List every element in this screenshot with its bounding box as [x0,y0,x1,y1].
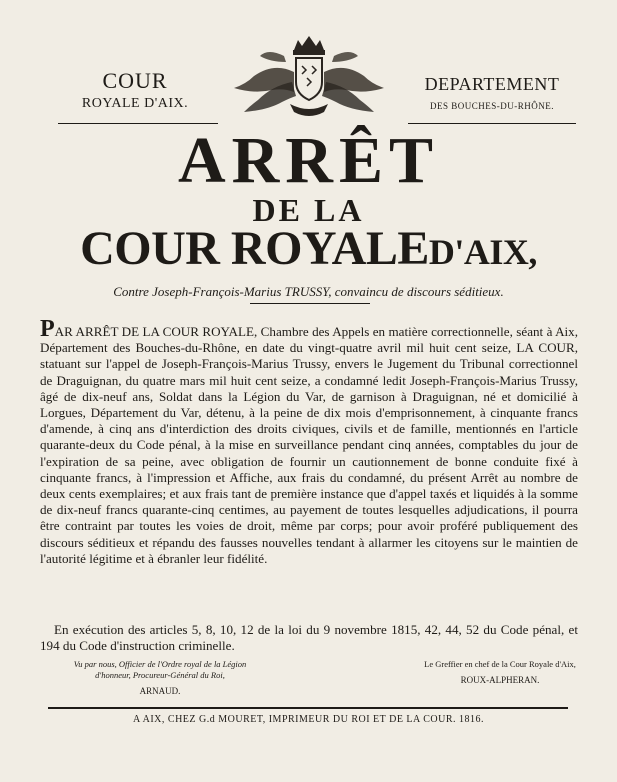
subtitle-defendant: Contre Joseph-François-Marius TRUSSY, convaincu de discours séditieux. [113,284,504,299]
decree-intro: AR ARRÊT DE LA COUR ROYALE [54,324,255,339]
execution-clause: En exécution des articles 5, 8, 10, 12 de la loi du 9 novembre 1815, 42, 44, 52 du Code pénal, et 194 du Code d'instruction criminelle. [40,622,578,654]
header-left [40,68,230,112]
decree-text: , Chambre des Appels en matière correctionnelle, séant à Aix, Département des Bouches-du-Rhône, en date du vingt-quatre avril mil huit cent seize, LA COUR, statuant sur l'appel de Joseph-François-Marius Trussy, envers le Jugement du Tribunal correctionnel de Draguignan, du quatre mars mil huit cent seize, a condamné ledit Joseph-François-Marius Trussy, âgé de dix-neuf ans, Soldat dans la Légion du Var, de garnison à Draguignan, né et domicilié à Lorgues, Département du Var, détenu, à la peine de dix mois d'emprisonnement, à cinquante francs d'amende, à cinq ans d'interdiction des droits civiques, civils et de famille, mentionnés en l'article quarante-deux du Code pénal, à la mise en surveillance pendant cinq années, comptables du jour de l'expiration de sa peine, avec obligation de fournir un cautionnement de bonne conduite fixé à cinquante francs, à l'impression et Affiche, aux frais du condamné, du présent Arrêt au nombre de deux cents exemplaires; et aux frais tant de première instance que d'appel taxés et liquidés à la somme de dix-neuf francs quarante-cinq centimes, au payement de toutes lesquelles adjudications, il pourra être contraint par toutes les voies de droit, même par corps; pour avoir proféré publiquement des discours séditieux et répandu des fausses nouvelles tendant à allarmer les citoyens sur le maintien de l'autorité légitime et à ébranler leur fidélité. [40,324,578,566]
signature-clerk [410,659,590,686]
title-cour-royale-main: COUR ROYALE [80,222,429,275]
clerk-name: ROUX-ALPHERAN. [460,675,540,685]
title-cour-royale [0,222,617,279]
title-arret: ARRÊT [177,124,440,197]
title-cour-royale-suffix: D'AIX, [428,232,537,272]
department-name: DEPARTEMENT [424,74,560,94]
department-subtitle: DES BOUCHES-DU-RHÔNE. [429,101,554,111]
royal-coat-of-arms-icon [224,32,394,124]
court-name: COUR [102,68,168,93]
clerk-title: Le Greffier en chef de la Cour Royale d'Aix, [424,659,576,669]
title-de-la: DE LA [252,192,365,228]
header-right [392,74,592,111]
footer-rule [48,707,568,709]
subtitle-rule [250,303,370,304]
prosecutor-name: ARNAUD. [139,686,181,696]
signature-prosecutor [60,659,260,697]
drop-cap: P [40,316,55,342]
prosecutor-title: Vu par nous, Officier de l'Ordre royal de la Légion d'honneur, Procureur-Général du Roi, [73,659,247,680]
decree-body [40,316,578,567]
court-subtitle: ROYALE D'AIX. [81,96,189,111]
printer-imprint: A AIX, CHEZ G.d MOURET, IMPRIMEUR DU ROI ET DE LA COUR. 1816. [133,714,484,725]
